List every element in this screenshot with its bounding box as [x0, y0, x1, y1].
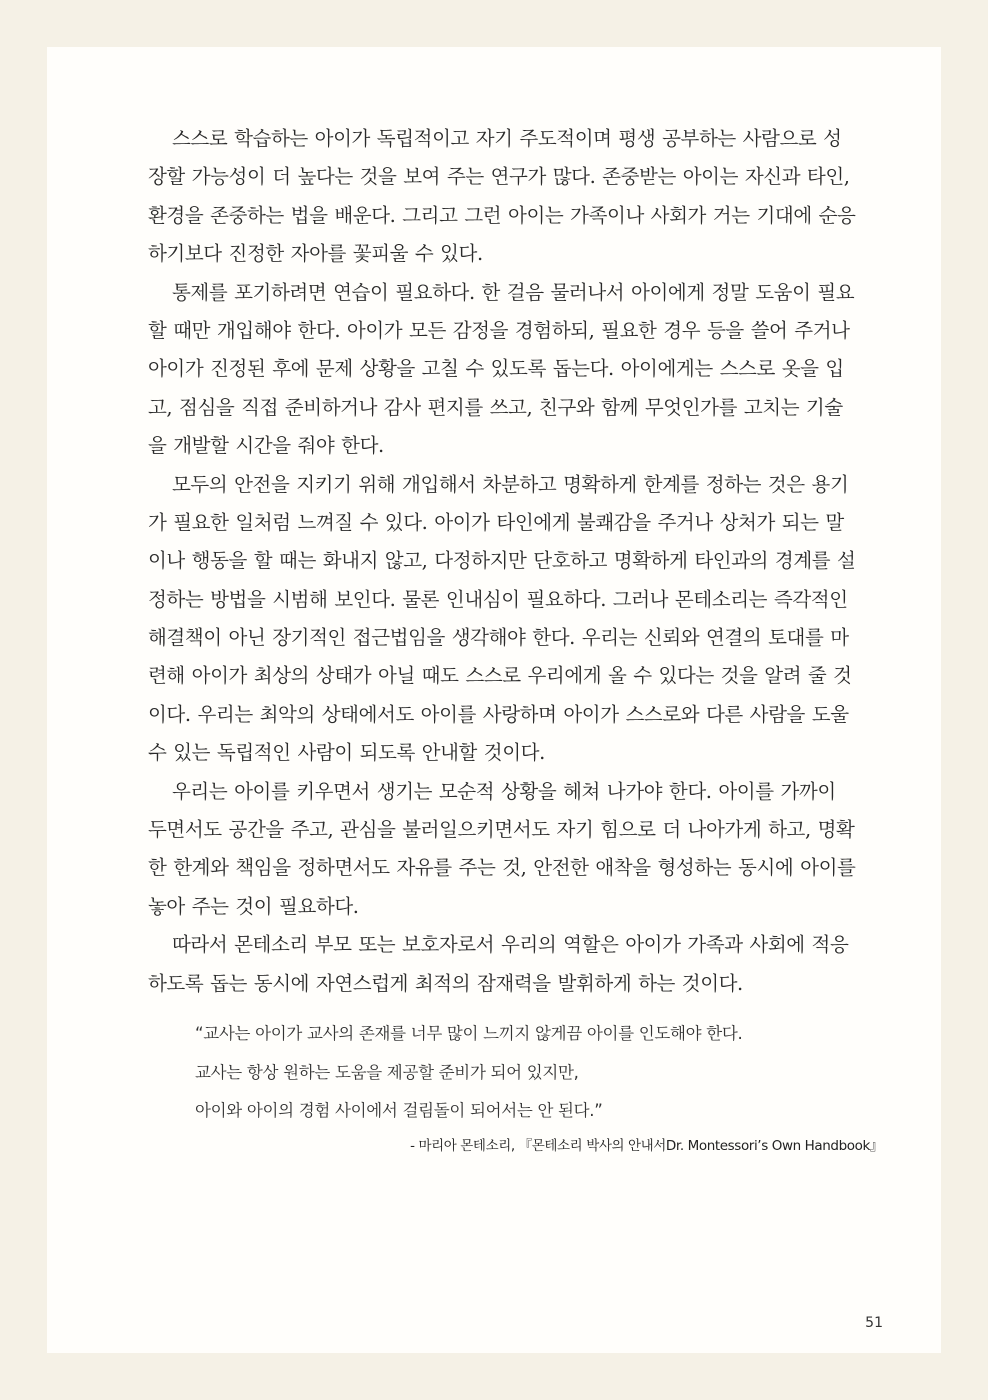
- paragraph-line: 할 때만 개입해야 한다. 아이가 모든 감정을 경험하되, 필요한 경우 등을 쓸어 주거나: [148, 318, 850, 342]
- paragraph-line: 고, 점심을 직접 준비하거나 감사 편지를 쓰고, 친구와 함께 무엇인가를 고치는 기술: [148, 395, 843, 419]
- paragraph-line: 두면서도 공간을 주고, 관심을 불러일으키면서도 자기 힘으로 더 나아가게 하고, 명확: [148, 818, 855, 842]
- paragraph-line: 스스로 학습하는 아이가 독립적이고 자기 주도적이며 평생 공부하는 사람으로 성: [172, 127, 842, 150]
- paragraph-line: 환경을 존중하는 법을 배운다. 그리고 그런 아이는 가족이나 사회가 거는 기대에 순응: [148, 203, 856, 227]
- quote-line: “교사는 아이가 교사의 존재를 너무 많이 느끼지 않게끔 아이를 인도해야 한다.: [195, 1024, 743, 1043]
- paragraph-line: 하기보다 진정한 자아를 꽃피울 수 있다.: [148, 242, 483, 266]
- paragraph-line: 통제를 포기하려면 연습이 필요하다. 한 걸음 물러나서 아이에게 정말 도움이 필요: [172, 280, 855, 304]
- quote-line: 아이와 아이의 경험 사이에서 걸림돌이 되어서는 안 된다.”: [195, 1101, 603, 1120]
- epigraph-quote: [195, 1015, 895, 1131]
- paragraph-4: [148, 773, 886, 927]
- paragraph-line: 하도록 돕는 동시에 자연스럽게 최적의 잠재력을 발휘하게 하는 것이다.: [148, 971, 743, 995]
- paragraph-line: 련해 아이가 최상의 상태가 아닐 때도 스스로 우리에게 올 수 있다는 것을 알려 줄 것: [148, 664, 852, 688]
- paragraph-line: 수 있는 독립적인 사람이 되도록 안내할 것이다.: [148, 741, 545, 765]
- paragraph-line: 이다. 우리는 최악의 상태에서도 아이를 사랑하며 아이가 스스로와 다른 사람을 도울: [148, 702, 849, 726]
- paragraph-2: [148, 274, 886, 466]
- paragraph-line: 따라서 몬테소리 부모 또는 보호자로서 우리의 역할은 아이가 가족과 사회에 적응: [172, 933, 849, 957]
- paragraph-line: 우리는 아이를 키우면서 생기는 모순적 상황을 헤쳐 나가야 한다. 아이를 가까이: [172, 779, 836, 803]
- paragraph-line: 아이가 진정된 후에 문제 상황을 고칠 수 있도록 돕는다. 아이에게는 스스로 옷을 입: [148, 357, 844, 381]
- body-text: [148, 120, 886, 1003]
- paragraph-3: [148, 466, 886, 773]
- paragraph-line: 을 개발할 시간을 줘야 한다.: [148, 434, 384, 458]
- quote-attribution: - 마리아 몬테소리, 『몬테소리 박사의 안내서Dr. Montessori’s Own Handbook』: [410, 1138, 883, 1154]
- quote-line: 교사는 항상 원하는 도움을 제공할 준비가 되어 있지만,: [195, 1062, 579, 1082]
- paragraph-1: [148, 120, 886, 274]
- book-page: [47, 47, 941, 1353]
- paragraph-5: [148, 926, 886, 1003]
- paragraph-line: 모두의 안전을 지키기 위해 개입해서 차분하고 명확하게 한계를 정하는 것은 용기: [172, 472, 849, 496]
- paragraph-line: 이나 행동을 할 때는 화내지 않고, 다정하지만 단호하고 명확하게 타인과의 경계를 설: [148, 549, 856, 573]
- paragraph-line: 장할 가능성이 더 높다는 것을 보여 주는 연구가 많다. 존중받는 아이는 자신과 타인,: [148, 165, 850, 189]
- paragraph-line: 놓아 주는 것이 필요하다.: [148, 894, 359, 918]
- page-number: 51: [865, 1315, 883, 1331]
- paragraph-line: 한 한계와 책임을 정하면서도 자유를 주는 것, 안전한 애착을 형성하는 동시에 아이를: [148, 856, 856, 880]
- paragraph-line: 해결책이 아닌 장기적인 접근법임을 생각해야 한다. 우리는 신뢰와 연결의 토대를 마: [148, 626, 849, 650]
- paragraph-line: 정하는 방법을 시범해 보인다. 물론 인내심이 필요하다. 그러나 몬테소리는 즉각적인: [148, 587, 848, 611]
- paragraph-line: 가 필요한 일처럼 느껴질 수 있다. 아이가 타인에게 불쾌감을 주거나 상처가 되는 말: [148, 510, 844, 534]
